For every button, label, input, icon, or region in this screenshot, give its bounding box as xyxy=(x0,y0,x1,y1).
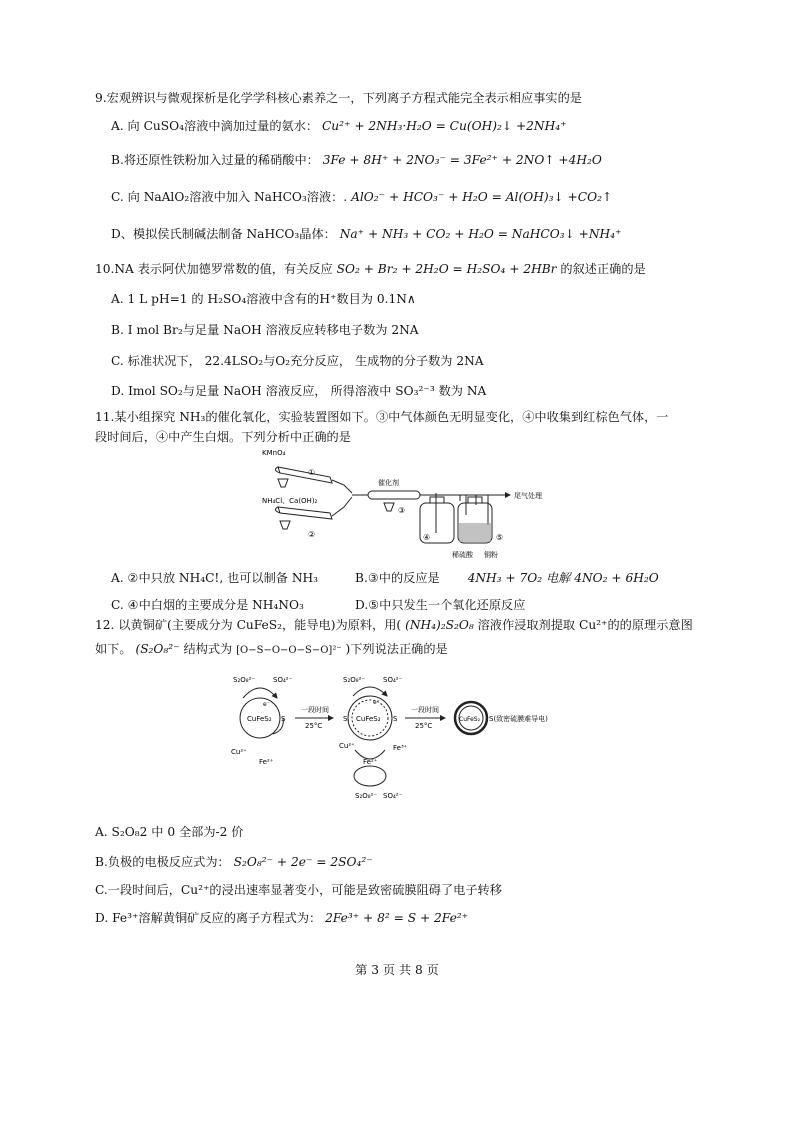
q12-option-b xyxy=(95,854,373,870)
q12-s-label-1: S xyxy=(281,715,286,723)
q11-option-b-equation: 4NH₃ + 7O₂ 电解 4NO₂ + 6H₂O xyxy=(467,571,659,585)
q11-stem-line1: 11.某小组探究 NH₃的催化氧化，实验装置图如下。③中气体颜色无明显变化，④中收集到红棕色气体，一 xyxy=(95,410,669,424)
q11-label-5: ⑤ xyxy=(496,533,504,542)
q11-apparatus-figure xyxy=(260,445,560,565)
q11-label-3: ③ xyxy=(398,506,406,515)
q12-structural-formula: [O−S−O−O−S−O]²⁻ xyxy=(236,645,342,656)
q11-option-b xyxy=(355,570,659,586)
q12-s2o8-label-2: S₂O₈²⁻ xyxy=(343,676,366,684)
q12-stem-line2 xyxy=(95,641,448,659)
q9-option-a-equation: Cu²⁺ + 2NH₃·H₂O = Cu(OH)₂↓ +2NH₄⁺ xyxy=(321,119,567,133)
q9-option-d-label: D、模拟侯氏制碱法制备 NaHCO₃晶体： xyxy=(111,227,336,241)
q11-label-1: ① xyxy=(308,468,316,477)
q11-label-kmno4: KMnO₄ xyxy=(262,449,286,457)
q12-option-d-equation: 2Fe³⁺ + 8² = S + 2Fe²⁺ xyxy=(325,911,469,925)
q11-label-tail-gas: 尾气处理 xyxy=(514,492,542,500)
q10-stem-pre: 10.NA 表示阿伏加德罗常数的值，有关反应 xyxy=(95,262,333,276)
q9-option-d-equation: Na⁺ + NH₃ + CO₂ + H₂O = NaHCO₃↓ +NH₄⁺ xyxy=(339,227,622,241)
q12-fe3-label: Fe³⁺ xyxy=(393,744,408,752)
q12-arrow-2-bottom: 25°C xyxy=(415,722,433,730)
q12-fe2-label-2: Fe²⁺ xyxy=(363,758,378,766)
q11-label-catalyst: 催化剂 xyxy=(378,479,399,487)
q12-stem-line2-post: )下列说法正确的是 xyxy=(345,642,448,656)
q12-stem-line1-pre: 12. 以黄铜矿(主要成分为 CuFeS₂，能导电)为原料，用( xyxy=(95,618,402,632)
q9-stem: 9.宏观辨识与微观探析是化学学科核心素养之一，下列离子方程式能完全表示相应事实的是 xyxy=(95,91,582,105)
q10-stem-equation: SO₂ + Br₂ + 2H₂O = H₂SO₄ + 2HBr xyxy=(336,262,557,276)
q12-s-label-2a: S xyxy=(343,715,348,723)
q12-stem-line2-formula: (S₂O₈²⁻ xyxy=(135,642,180,656)
q11-label-nh4cl: NH₄Cl、Ca(OH)₂ xyxy=(262,497,318,505)
q12-dense-sulfur-label: S(致密硫膜难导电) xyxy=(489,715,548,723)
q10-stem xyxy=(95,261,646,277)
q12-arrow-2-top: 一段时间 xyxy=(411,706,439,714)
q11-tube-2 xyxy=(278,507,332,519)
q12-option-b-label: B.负极的电极反应式为： xyxy=(95,855,230,869)
q9-option-b-label: B.将还原性铁粉加入过量的稀硝酸中： xyxy=(111,153,319,167)
q10-option-c: C. 标准状况下， 22.4LSO₂与O₂充分反应， 生成物的分子数为 2NA xyxy=(111,354,484,368)
q12-arrow-1-top: 一段时间 xyxy=(301,706,329,714)
q12-so4-label-2: SO₄²⁻ xyxy=(383,676,403,684)
q12-so4-label-3: SO₄²⁻ xyxy=(383,792,403,800)
q12-fe2-label-1: Fe²⁺ xyxy=(259,758,274,766)
q12-option-b-equation: S₂O₈²⁻ + 2e⁻ = 2SO₄²⁻ xyxy=(233,855,373,869)
q10-option-b: B. I mol Br₂与足量 NaOH 溶液反应转移电子数为 2NA xyxy=(111,323,419,337)
q11-catalyst-tube xyxy=(368,491,420,499)
q12-stem-line1-post: 溶液作浸取剂提取 Cu²⁺的的原理示意图 xyxy=(477,618,693,632)
q12-cufes2-label-1: CuFeS₂ xyxy=(247,715,272,723)
q11-burner-2 xyxy=(280,521,290,529)
q11-option-c: C. ④中白烟的主要成分是 NH₄NO₃ xyxy=(111,598,304,612)
q12-option-c: C.一段时间后，Cu²⁺的浸出速率显著变小，可能是致密硫膜阻碍了电子转移 xyxy=(95,883,502,897)
q9-option-a-label: A. 向 CuSO₄溶液中滴加过量的氨水： xyxy=(111,119,319,133)
q12-s2o8-label-1: S₂O₈²⁻ xyxy=(233,676,256,684)
q12-e-label-1: e⁻ xyxy=(263,701,270,708)
q10-option-a: A. 1 L pH=1 的 H₂SO₄溶液中含有的H⁺数目为 0.1N∧ xyxy=(111,292,416,306)
q12-cu-label-1: Cu²⁺ xyxy=(231,748,247,756)
q11-label-2: ② xyxy=(308,530,316,539)
q12-stem-line2-mid: 结构式为 xyxy=(183,642,233,656)
q11-tube-1 xyxy=(278,467,332,483)
q12-s-label-2b: S xyxy=(393,715,398,723)
q11-bottle-5-liquid xyxy=(459,523,491,542)
q11-label-copper: 铜粉 xyxy=(484,551,498,559)
q12-so4-label-1: SO₄²⁻ xyxy=(273,676,293,684)
q12-stem-line1 xyxy=(95,617,693,633)
q9-option-b xyxy=(111,152,602,168)
q9-option-c-label: C. 向 NaAlO₂溶液中加入 NaHCO₃溶液：. xyxy=(111,190,348,204)
q10-option-d: D. Imol SO₂与足量 NaOH 溶液反应， 所得溶液中 SO₃²⁻³ 数为 NA xyxy=(111,384,487,398)
q11-option-d: D.⑤中只发生一个氧化还原反应 xyxy=(355,598,526,612)
q9-option-c xyxy=(111,189,612,205)
q12-option-a: A. S₂O₈2 中 0 全部为-2 价 xyxy=(95,825,244,839)
q9-option-a xyxy=(111,118,567,134)
q11-option-a: A. ②中只放 NH₄C!, 也可以制备 NH₃ xyxy=(111,571,319,585)
q10-stem-post: 的叙述正确的是 xyxy=(560,262,646,276)
q12-option-d-label: D. Fe³⁺溶解黄铜矿反应的离子方程式为： xyxy=(95,911,322,925)
q11-label-dilute-acid: 稀硫酸 xyxy=(452,551,473,559)
q12-arrow-1-bottom: 25°C xyxy=(305,722,323,730)
q12-cufes2-label-2: CuFeS₂ xyxy=(356,715,381,723)
q9-option-b-equation: 3Fe + 8H⁺ + 2NO₃⁻ = 3Fe²⁺ + 2NO↑ +4H₂O xyxy=(322,153,602,167)
page-footer: 第 3 页 共 8 页 xyxy=(355,963,439,977)
q12-s2o8-label-3: S₂O₈²⁻ xyxy=(355,792,378,800)
q12-leaching-diagram xyxy=(225,668,565,803)
q12-option-d xyxy=(95,910,468,926)
q12-e-label-2: e⁻ xyxy=(373,699,380,706)
q9-option-d xyxy=(111,226,621,242)
q11-label-4: ④ xyxy=(423,533,431,542)
q11-burner-1 xyxy=(278,479,288,487)
q12-cu-label-2: Cu²⁺ xyxy=(339,742,355,750)
q12-stem-line2-pre: 如下。 xyxy=(95,642,132,656)
q11-burner-3 xyxy=(384,503,394,511)
q12-stem-line1-formula: (NH₄)₂S₂O₈ xyxy=(405,618,474,632)
q12-cufes2-label-3: CuFeS₂ xyxy=(459,716,481,723)
q11-stem-line2: 段时间后，④中产生白烟。下列分析中正确的是 xyxy=(95,430,351,444)
q11-option-b-label: B.③中的反应是 xyxy=(355,571,440,585)
q9-option-c-equation: AlO₂⁻ + HCO₃⁻ + H₂O = Al(OH)₃↓ +CO₂↑ xyxy=(351,190,613,204)
